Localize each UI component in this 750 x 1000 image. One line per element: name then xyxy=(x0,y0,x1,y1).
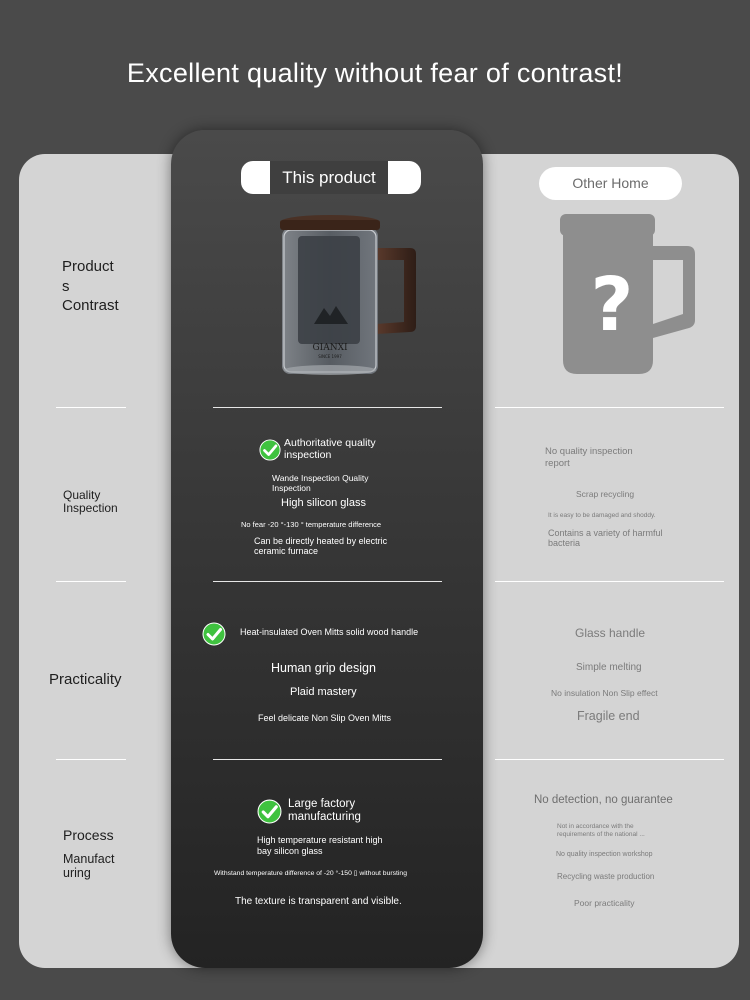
process-item: The texture is transparent and visible. xyxy=(235,896,402,907)
question-mark-icon: ? xyxy=(590,262,634,348)
practicality-item: Human grip design xyxy=(271,661,376,675)
divider-left xyxy=(56,759,126,760)
other-practicality-item: No insulation Non Slip effect xyxy=(551,688,658,698)
other-practicality-item: Glass handle xyxy=(575,626,646,640)
other-quality-item: It is easy to be damaged and shoddy. xyxy=(548,512,656,519)
quality-item: No fear -20 °-130 ° temperature difference xyxy=(241,520,382,529)
check-icon xyxy=(259,439,281,461)
check-icon xyxy=(257,799,282,824)
divider-middle xyxy=(213,407,442,408)
divider-middle xyxy=(213,759,442,760)
other-quality-item: No quality inspection report xyxy=(545,446,633,469)
practicality-item: Plaid mastery xyxy=(290,686,357,698)
page-headline: Excellent quality without fear of contrast! xyxy=(126,58,624,88)
other-home-header: Other Home xyxy=(539,167,682,200)
other-process-item: Not in accordance with the requirements of the national ... xyxy=(557,823,645,838)
quality-item: Can be directly heated by electric ceramic furnace xyxy=(254,536,388,556)
check-icon xyxy=(202,622,226,646)
unknown-mug-image xyxy=(555,210,700,380)
divider-middle xyxy=(213,581,442,582)
row-label-quality-inspection: Quality Inspection xyxy=(63,488,118,515)
process-item: High temperature resistant high bay silicon glass xyxy=(257,835,383,856)
other-process-item: Poor practicality xyxy=(574,898,635,908)
row-label-practicality: Practicality xyxy=(49,671,122,688)
this-product-header: This product xyxy=(270,161,388,194)
row-label-product: Product s Contrast xyxy=(62,258,119,314)
process-item: Withstand temperature difference of -20 °-150 ▯ without bursting xyxy=(214,870,407,877)
practicality-check-title: Heat-insulated Oven Mitts solid wood handle xyxy=(240,627,419,637)
practicality-item: Feel delicate Non Slip Oven Mitts xyxy=(258,713,392,723)
mug-print-tagline: SINCE 1997 xyxy=(318,354,342,359)
other-process-item: No detection, no guarantee xyxy=(534,794,673,806)
process-check-title: Large factory manufacturing xyxy=(288,798,361,823)
glass-mug-image xyxy=(270,208,420,378)
row-label-manufacturing: Manufact uring xyxy=(63,852,115,880)
mug-print-brand: GIANXI xyxy=(312,343,348,353)
divider-left xyxy=(56,407,126,408)
row-label-process: Process xyxy=(63,827,114,843)
divider-right xyxy=(495,759,724,760)
divider-right xyxy=(495,581,724,582)
quality-item: High silicon glass xyxy=(281,497,366,509)
quality-item: Wande Inspection Quality Inspection xyxy=(272,473,369,493)
quality-check-title: Authoritative quality inspection xyxy=(284,437,376,461)
other-quality-item: Contains a variety of harmful bacteria xyxy=(548,528,663,548)
other-practicality-item: Fragile end xyxy=(577,709,640,723)
other-process-item: Recycling waste production xyxy=(557,872,655,881)
divider-left xyxy=(56,581,126,582)
other-quality-item: Scrap recycling xyxy=(576,489,635,499)
other-process-item: No quality inspection workshop xyxy=(556,851,653,858)
other-practicality-item: Simple melting xyxy=(576,662,642,673)
divider-right xyxy=(495,407,724,408)
